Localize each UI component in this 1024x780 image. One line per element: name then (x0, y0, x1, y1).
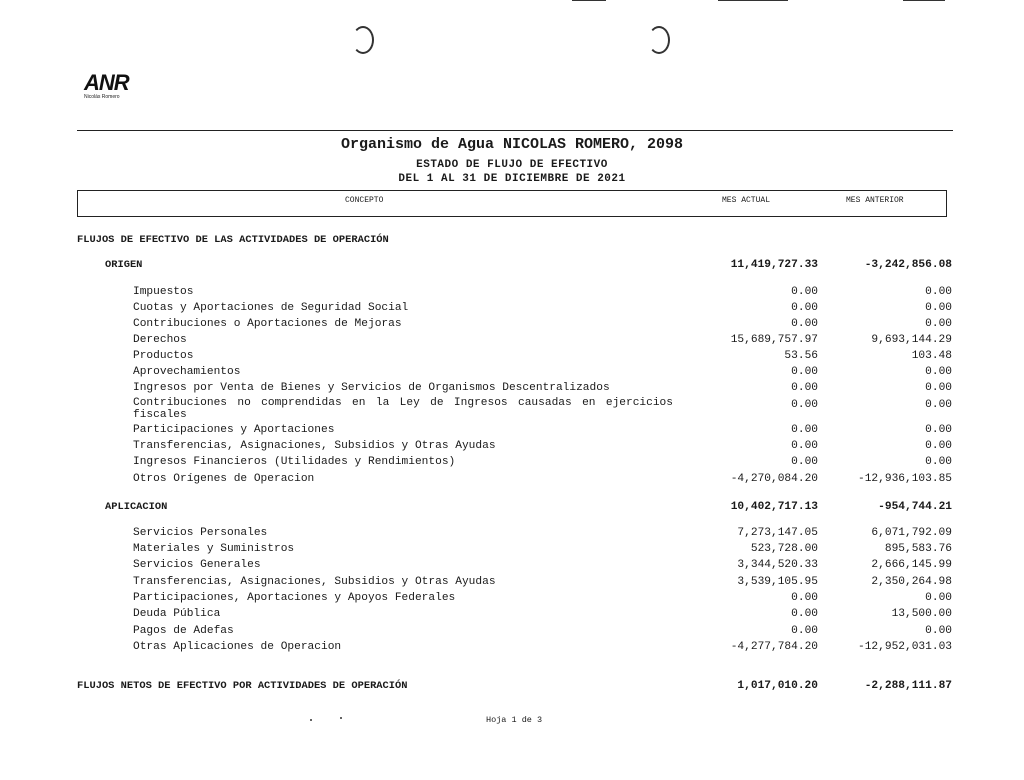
row-actual: 0.00 (791, 424, 818, 436)
header-mes-actual: MES ACTUAL (722, 196, 771, 205)
row-anterior: 103.48 (911, 350, 952, 362)
row-actual: 0.00 (791, 318, 818, 330)
row-label: Derechos (133, 334, 187, 346)
scan-mark (903, 0, 945, 1)
origen-total-actual: 11,419,727.33 (730, 259, 818, 271)
origen-heading: ORIGEN (105, 259, 143, 271)
row-actual: 0.00 (791, 456, 818, 468)
row-actual: 0.00 (791, 286, 818, 298)
row-label: Contribuciones no comprendidas en la Ley de Ingresos causadas en ejercicios fiscales (133, 397, 673, 421)
row-anterior: 2,350,264.98 (871, 576, 952, 588)
row-anterior: 0.00 (925, 382, 952, 394)
row-label: Servicios Generales (133, 559, 261, 571)
row-actual: 53.56 (784, 350, 818, 362)
row-anterior: 0.00 (925, 366, 952, 378)
aplicacion-heading: APLICACION (105, 501, 168, 513)
row-anterior: 6,071,792.09 (871, 527, 952, 539)
row-label: Servicios Personales (133, 527, 268, 539)
row-anterior: 0.00 (925, 286, 952, 298)
row-anterior: -12,936,103.85 (858, 473, 952, 485)
report-period: DEL 1 AL 31 DE DICIEMBRE DE 2021 (398, 173, 626, 185)
row-anterior: 0.00 (925, 399, 952, 411)
table-header-box (77, 190, 947, 217)
row-anterior: 0.00 (925, 424, 952, 436)
logo-tagline: Nicolás Romero (84, 94, 120, 100)
row-actual: 0.00 (791, 608, 818, 620)
row-actual: -4,270,084.20 (730, 473, 818, 485)
scan-mark (718, 0, 788, 1)
row-label: Otros Orígenes de Operacion (133, 473, 315, 485)
scan-speck (310, 719, 312, 721)
row-anterior: 2,666,145.99 (871, 559, 952, 571)
row-anterior: 9,693,144.29 (871, 334, 952, 346)
row-label: Participaciones y Aportaciones (133, 424, 335, 436)
row-anterior: 0.00 (925, 625, 952, 637)
row-label: Impuestos (133, 286, 194, 298)
row-anterior: 0.00 (925, 456, 952, 468)
row-anterior: 0.00 (925, 440, 952, 452)
row-label: Cuotas y Aportaciones de Seguridad Social (133, 302, 409, 314)
row-label: Pagos de Adefas (133, 625, 234, 637)
row-anterior: 13,500.00 (891, 608, 952, 620)
row-anterior: -12,952,031.03 (858, 641, 952, 653)
header-mes-anterior: MES ANTERIOR (846, 196, 904, 205)
row-anterior: 0.00 (925, 592, 952, 604)
row-actual: 3,539,105.95 (737, 576, 818, 588)
row-label: Deuda Pública (133, 608, 221, 620)
scan-speck (340, 717, 342, 719)
row-anterior: 0.00 (925, 318, 952, 330)
row-label: Otras Aplicaciones de Operacion (133, 641, 342, 653)
row-actual: 0.00 (791, 399, 818, 411)
row-label: Aprovechamientos (133, 366, 241, 378)
net-flow-actual: 1,017,010.20 (737, 680, 818, 692)
punch-hole (648, 26, 670, 54)
row-actual: 0.00 (791, 625, 818, 637)
header-rule (77, 130, 953, 131)
row-actual: 3,344,520.33 (737, 559, 818, 571)
row-actual: 0.00 (791, 366, 818, 378)
aplicacion-total-actual: 10,402,717.13 (730, 501, 818, 513)
row-label: Transferencias, Asignaciones, Subsidios y Otras Ayudas (133, 576, 496, 588)
scan-mark (572, 0, 606, 1)
row-anterior: 0.00 (925, 302, 952, 314)
origen-total-anterior: -3,242,856.08 (864, 259, 952, 271)
net-flow-label: FLUJOS NETOS DE EFECTIVO POR ACTIVIDADES DE OPERACIÓN (77, 680, 408, 692)
row-anterior: 895,583.76 (884, 543, 952, 555)
row-label: Ingresos Financieros (Utilidades y Rendimientos) (133, 456, 456, 468)
row-actual: 0.00 (791, 302, 818, 314)
organization-logo (84, 72, 144, 100)
logo-mark: ANR (84, 70, 129, 95)
organization-title: Organismo de Agua NICOLAS ROMERO, 2098 (340, 136, 684, 153)
row-actual: 15,689,757.97 (730, 334, 818, 346)
header-concepto: CONCEPTO (345, 196, 384, 205)
row-label: Materiales y Suministros (133, 543, 295, 555)
aplicacion-total-anterior: -954,744.21 (878, 501, 952, 513)
row-actual: 0.00 (791, 440, 818, 452)
page-number: Hoja 1 de 3 (486, 715, 543, 725)
row-actual: 7,273,147.05 (737, 527, 818, 539)
row-actual: 0.00 (791, 382, 818, 394)
row-actual: 0.00 (791, 592, 818, 604)
row-label: Contribuciones o Aportaciones de Mejoras (133, 318, 402, 330)
row-label: Productos (133, 350, 194, 362)
row-label: Ingresos por Venta de Bienes y Servicios de Organismos Descentralizados (133, 382, 610, 394)
net-flow-anterior: -2,288,111.87 (864, 680, 952, 692)
row-actual: -4,277,784.20 (730, 641, 818, 653)
row-label: Transferencias, Asignaciones, Subsidios y Otras Ayudas (133, 440, 496, 452)
section-heading: FLUJOS DE EFECTIVO DE LAS ACTIVIDADES DE OPERACIÓN (77, 234, 389, 246)
row-label: Participaciones, Aportaciones y Apoyos Federales (133, 592, 456, 604)
report-title: ESTADO DE FLUJO DE EFECTIVO (416, 159, 608, 171)
punch-hole (352, 26, 374, 54)
row-actual: 523,728.00 (750, 543, 818, 555)
